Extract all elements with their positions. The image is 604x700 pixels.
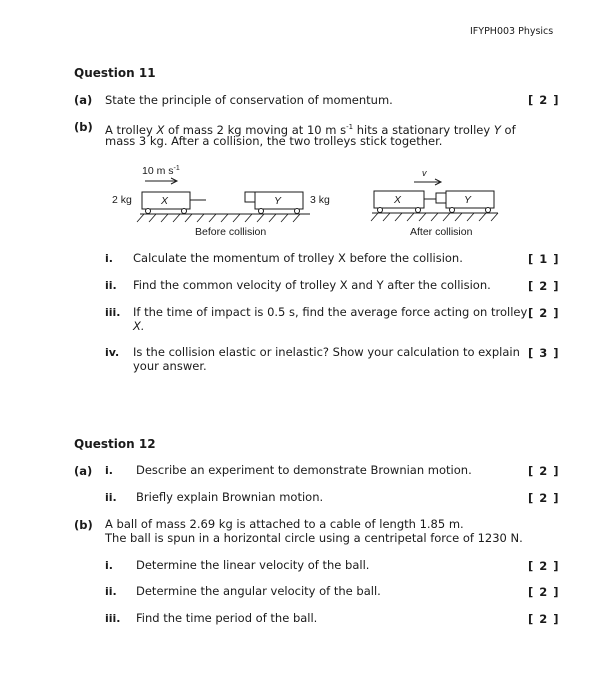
q12-b-sub-i-marks: [ 2 ]	[528, 559, 560, 573]
q12-b-sub-ii-text: Determine the angular velocity of the ball.	[136, 584, 381, 598]
velocity-label: 10 m $s^{-1}$	[142, 165, 180, 177]
q12-b-sub-iii-num: iii.	[105, 612, 121, 625]
q11-sub-ii-text: Find the common velocity of trolley X and Y after the collision.	[133, 278, 491, 292]
svg-text:Y: Y	[274, 195, 282, 207]
q11-part-b-label: (b)	[74, 120, 93, 134]
q11-sub-iii-num: iii.	[105, 306, 121, 319]
q11-part-b-line1: A trolley X of mass 2 kg moving at 10 m $s^{-1}$ hits a stationary trolley Y of	[105, 122, 516, 137]
svg-text:X: X	[394, 194, 402, 206]
collision-diagram	[100, 158, 520, 240]
q11-part-a-label: (a)	[74, 93, 93, 107]
svg-text:Y: Y	[464, 194, 472, 206]
q11-part-a-text: State the principle of conservation of momentum.	[105, 93, 393, 107]
q12-b-sub-ii-marks: [ 2 ]	[528, 585, 560, 599]
q11-sub-i-text: Calculate the momentum of trolley X before the collision.	[133, 251, 463, 265]
q12-part-b-label: (b)	[74, 518, 93, 532]
before-collision-caption: Before collision	[195, 226, 267, 238]
q11-part-a-marks: [ 2 ]	[528, 93, 560, 107]
after-collision-caption: After collision	[410, 226, 473, 238]
svg-text:X: X	[161, 195, 169, 207]
q12-b-sub-i-num: i.	[105, 559, 113, 572]
q12-a-sub-ii-marks: [ 2 ]	[528, 491, 560, 505]
q11-sub-iii-marks: [ 2 ]	[528, 306, 560, 320]
q12-part-b-line1: A ball of mass 2.69 kg is attached to a cable of length 1.85 m.	[105, 517, 464, 531]
q11-sub-iv-text2: your answer.	[133, 359, 207, 373]
q12-b-sub-i-text: Determine the linear velocity of the ball.	[136, 558, 370, 572]
q12-part-a-label: (a)	[74, 464, 93, 478]
q12-a-sub-i-num: i.	[105, 464, 113, 477]
q11-sub-i-num: i.	[105, 252, 113, 265]
q11-sub-iv-marks: [ 3 ]	[528, 346, 560, 360]
q12-b-sub-iii-text: Find the time period of the ball.	[136, 611, 318, 625]
q12-part-b-line2: The ball is spun in a horizontal circle using a centripetal force of 1230 N.	[105, 531, 523, 545]
document-header: IFYPH003 Physics	[470, 26, 554, 37]
q11-sub-iii-text2: X.	[133, 319, 145, 333]
q12-b-sub-ii-num: ii.	[105, 585, 117, 598]
mass-y-label: 3 kg	[310, 194, 330, 206]
question-12-title: Question 12	[74, 437, 156, 451]
q11-sub-iii-text: If the time of impact is 0.5 s, find the average force acting on trolley	[133, 305, 528, 319]
q12-a-sub-ii-text: Briefly explain Brownian motion.	[136, 490, 324, 504]
question-11-title: Question 11	[74, 66, 156, 80]
v-label: v	[422, 168, 427, 178]
q11-sub-iv-text: Is the collision elastic or inelastic? Show your calculation to explain	[133, 345, 520, 359]
q12-b-sub-iii-marks: [ 2 ]	[528, 612, 560, 626]
mass-x-label: 2 kg	[112, 194, 132, 206]
q11-sub-ii-num: ii.	[105, 279, 117, 292]
q11-sub-i-marks: [ 1 ]	[528, 252, 560, 266]
q12-a-sub-i-text: Describe an experiment to demonstrate Brownian motion.	[136, 463, 472, 477]
q12-a-sub-ii-num: ii.	[105, 491, 117, 504]
q11-sub-ii-marks: [ 2 ]	[528, 279, 560, 293]
q11-sub-iv-num: iv.	[105, 346, 120, 359]
q12-a-sub-i-marks: [ 2 ]	[528, 464, 560, 478]
q11-part-b-line2: mass 3 kg. After a collision, the two trolleys stick together.	[105, 134, 443, 148]
